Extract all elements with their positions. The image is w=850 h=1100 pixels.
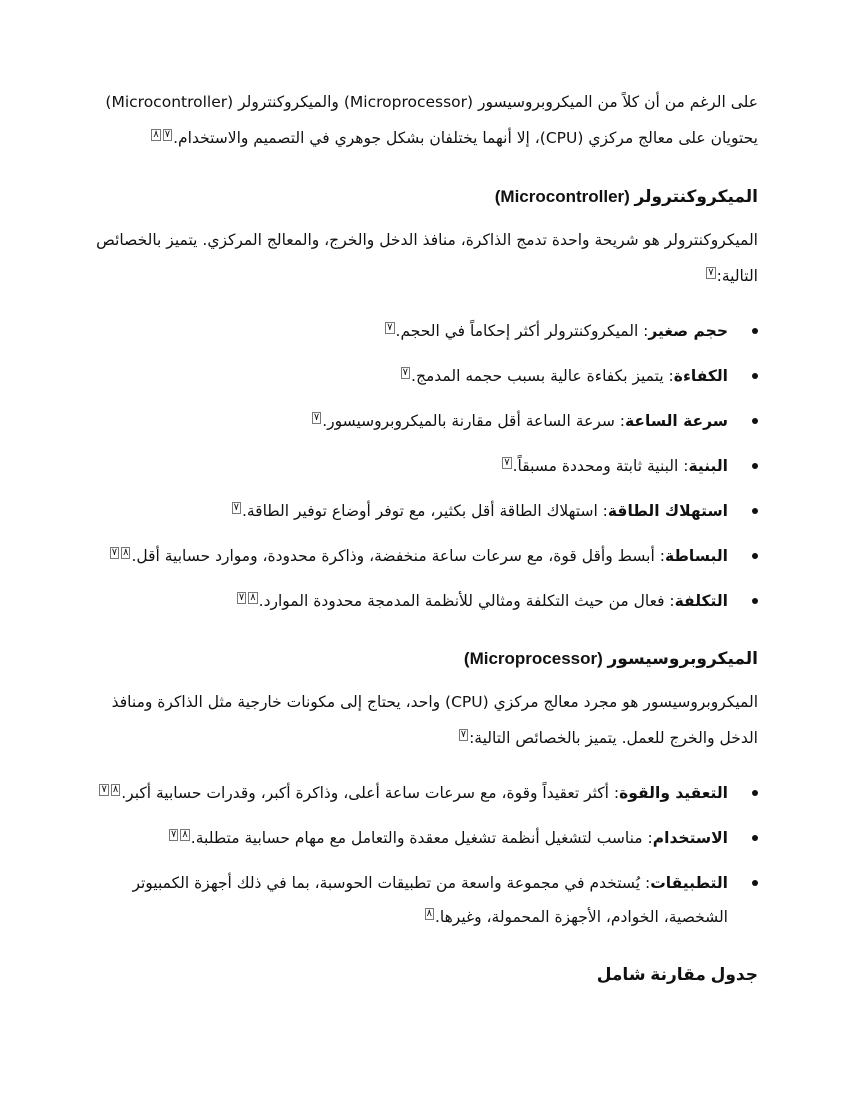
citation-link[interactable]: ٧: [238, 591, 245, 603]
citation-link[interactable]: ٧: [111, 546, 118, 558]
list-item: [92, 539, 758, 573]
citation-link[interactable]: ٨: [250, 591, 256, 603]
citation-link[interactable]: ٧: [313, 411, 320, 423]
microprocessor-intro-text: الميكروبروسيسور هو مجرد معالج مركزي (CPU) واحد، يحتاج إلى مكونات خارجية مثل الذاكرة ومنافذ الدخل والخرج للعمل. يتميز بالخصائص التالية:: [111, 693, 758, 747]
feature-term: سرعة الساعة: [625, 412, 728, 430]
bullet-icon: [752, 328, 758, 334]
citation-link[interactable]: ٨: [426, 907, 432, 919]
bullet-icon: [752, 373, 758, 379]
list-item: [92, 821, 758, 855]
feature-term: التكلفة: [674, 592, 728, 610]
microcontroller-features-list: [92, 314, 758, 618]
intro-paragraph: [92, 84, 758, 156]
citation-link[interactable]: ٧: [387, 321, 393, 333]
feature-term: التعقيد والقوة: [619, 784, 728, 802]
feature-refs: [501, 457, 512, 468]
list-item: [92, 584, 758, 618]
feature-text: : مناسب لتشغيل أنظمة تشغيل معقدة والتعامل مع مهام حسابية متطلبة.: [190, 829, 653, 847]
citation-link[interactable]: ٧: [164, 128, 171, 140]
feature-refs: [168, 829, 191, 840]
citation-link[interactable]: ٧: [504, 456, 510, 468]
intro-text: على الرغم من أن كلاً من الميكروبروسيسور (Microprocessor) والميكروكنترولر (Microcontroller) يحتويان على معالج مركزي (CPU)، إلا أنهما يختلفان بشكل جوهري في التصميم والاستخدام.: [105, 93, 758, 147]
microcontroller-intro-text: الميكروكنترولر هو شريحة واحدة تدمج الذاكرة، منافذ الدخل والخرج، والمعالج المركزي. يتميز بالخصائص التالية:: [96, 231, 758, 285]
citation-link[interactable]: ٨: [123, 546, 129, 558]
comparison-table-heading: جدول مقارنة شامل: [596, 965, 758, 984]
microprocessor-heading: الميكروبروسيسور (Microprocessor): [463, 649, 758, 668]
feature-text: : الميكروكنترولر أكثر إحكاماً في الحجم.: [395, 322, 649, 340]
microprocessor-intro-refs: [458, 729, 469, 740]
list-item: [92, 404, 758, 438]
citation-link[interactable]: ٧: [233, 501, 239, 513]
bullet-icon: [752, 553, 758, 559]
feature-refs: [109, 547, 132, 558]
feature-term: استهلاك الطاقة: [607, 502, 728, 520]
citation-link[interactable]: ٨: [112, 783, 119, 795]
feature-text: : أكثر تعقيداً وقوة، مع سرعات ساعة أعلى، وذاكرة أكبر، وقدرات حسابية أكبر.: [121, 784, 620, 802]
list-item: [92, 776, 758, 810]
feature-refs: [384, 322, 395, 333]
microprocessor-intro: [92, 684, 758, 756]
citation-link[interactable]: ٨: [153, 128, 159, 140]
bullet-icon: [752, 463, 758, 469]
feature-text: : يتميز بكفاءة عالية بسبب حجمه المدمج.: [411, 367, 674, 385]
bullet-icon: [752, 835, 758, 841]
citation-link[interactable]: ٧: [460, 728, 467, 740]
citation-link[interactable]: ٧: [708, 266, 714, 278]
feature-refs: [400, 367, 411, 378]
intro-refs: [150, 129, 173, 140]
feature-term: البنية: [688, 457, 728, 475]
feature-term: البساطة: [664, 547, 728, 565]
bullet-icon: [752, 508, 758, 514]
feature-refs: [98, 784, 121, 795]
bullet-icon: [752, 598, 758, 604]
citation-link[interactable]: ٨: [182, 828, 188, 840]
feature-text: : يُستخدم في مجموعة واسعة من تطبيقات الحوسبة، بما في ذلك أجهزة الكمبيوتر الشخصية، الخوادم، الأجهزة المحمولة، وغيرها.: [132, 874, 728, 926]
microprocessor-features-list: [92, 776, 758, 934]
feature-text: : أبسط وأقل قوة، مع سرعات ساعة منخفضة، وذاكرة محدودة، وموارد حسابية أقل.: [131, 547, 665, 565]
citation-link[interactable]: ٧: [402, 366, 409, 378]
citation-link[interactable]: ٧: [101, 783, 107, 795]
list-item: [92, 866, 758, 934]
microcontroller-intro: [92, 222, 758, 294]
feature-term: التطبيقات: [650, 874, 728, 892]
feature-refs: [236, 592, 259, 603]
feature-refs: [311, 412, 322, 423]
feature-term: الكفاءة: [673, 367, 728, 385]
list-item: [92, 359, 758, 393]
feature-text: : سرعة الساعة أقل مقارنة بالميكروبروسيسور.: [322, 412, 626, 430]
feature-term: حجم صغير: [648, 322, 728, 340]
microcontroller-heading: الميكروكنترولر (Microcontroller): [494, 187, 758, 206]
list-item: [92, 314, 758, 348]
feature-text: : فعال من حيث التكلفة ومثالي للأنظمة المدمجة محدودة الموارد.: [258, 592, 675, 610]
bullet-icon: [752, 418, 758, 424]
feature-term: الاستخدام: [652, 829, 728, 847]
list-item: [92, 494, 758, 528]
microcontroller-intro-refs: [705, 267, 716, 278]
bullet-icon: [752, 790, 758, 796]
feature-refs: [424, 908, 435, 919]
bullet-icon: [752, 880, 758, 886]
feature-text: : البنية ثابتة ومحددة مسبقاً.: [512, 457, 689, 475]
citation-link[interactable]: ٧: [171, 828, 177, 840]
feature-refs: [231, 502, 242, 513]
feature-text: : استهلاك الطاقة أقل بكثير، مع توفر أوضاع توفير الطاقة.: [241, 502, 608, 520]
list-item: [92, 449, 758, 483]
